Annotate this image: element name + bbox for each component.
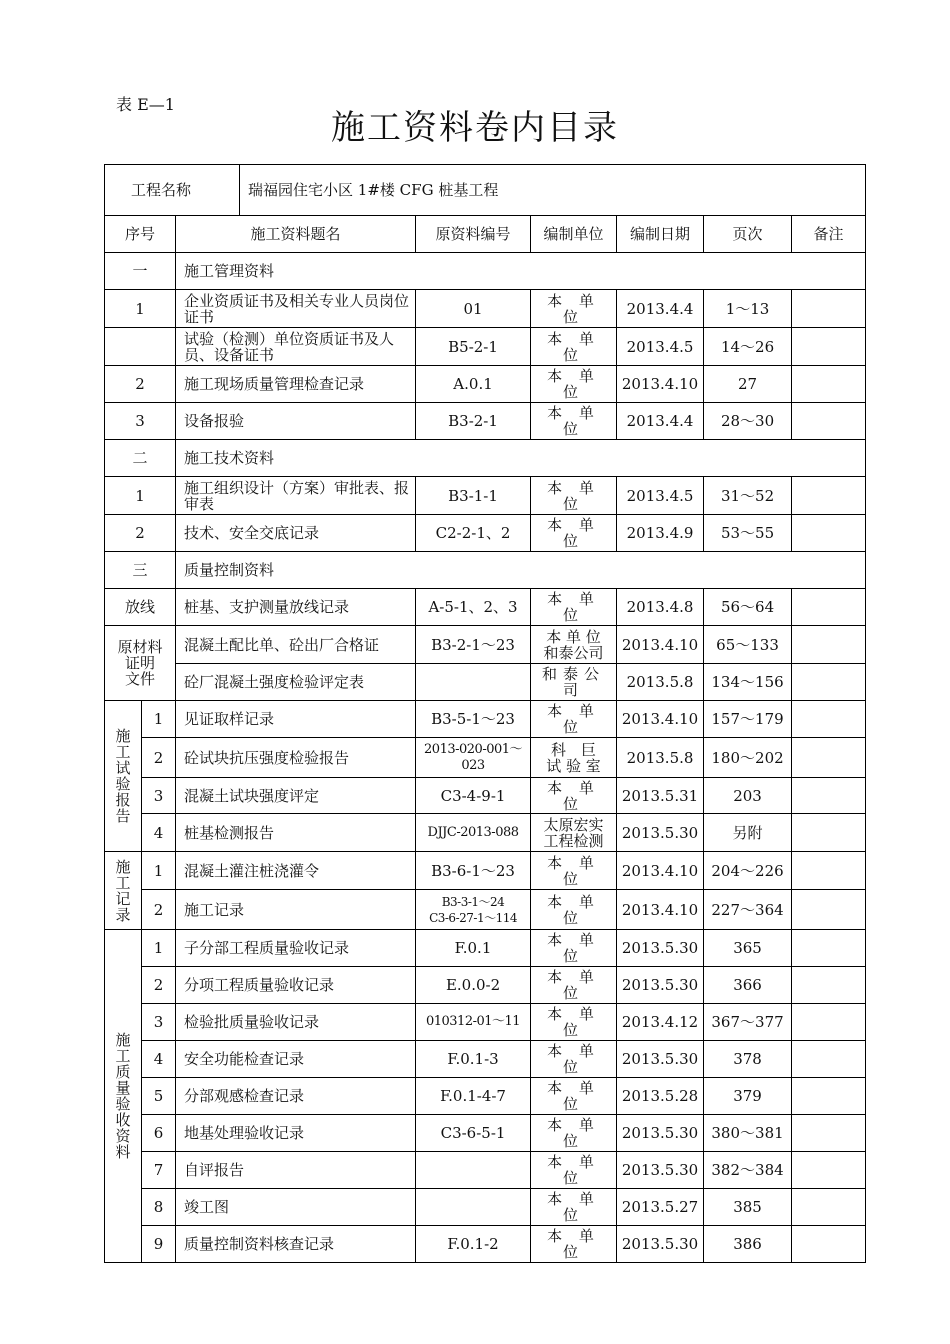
row-code: C3-6-5-1 bbox=[416, 1115, 531, 1152]
technical-rows bbox=[105, 477, 866, 552]
row-code: B3-2-1～23 bbox=[416, 626, 531, 664]
row-unit: 本 单 位 bbox=[531, 1078, 617, 1115]
row-note bbox=[792, 1226, 866, 1263]
row-number: 2 bbox=[105, 366, 176, 403]
row-title: 混凝土试块强度评定 bbox=[176, 778, 416, 814]
table-row bbox=[105, 778, 866, 814]
row-pages: 204～226 bbox=[704, 852, 792, 890]
row-note bbox=[792, 366, 866, 403]
table-row bbox=[105, 1189, 866, 1226]
row-note bbox=[792, 1115, 866, 1152]
row-note bbox=[792, 778, 866, 814]
row-note bbox=[792, 328, 866, 366]
section-name: 质量控制资料 bbox=[176, 552, 866, 589]
row-title: 地基处理验收记录 bbox=[176, 1115, 416, 1152]
section-row bbox=[105, 440, 866, 477]
document-title: 施工资料卷内目录 bbox=[331, 108, 619, 148]
row-pages: 另附 bbox=[704, 814, 792, 852]
row-code: A.0.1 bbox=[416, 366, 531, 403]
row-title: 施工现场质量管理检查记录 bbox=[176, 366, 416, 403]
row-note bbox=[792, 930, 866, 967]
table-row bbox=[105, 290, 866, 328]
row-unit: 本 单 位 bbox=[531, 515, 617, 552]
row-pages: 28～30 bbox=[704, 403, 792, 440]
table-row bbox=[105, 1078, 866, 1115]
table-row bbox=[105, 1004, 866, 1041]
project-label: 工程名称 bbox=[105, 165, 240, 216]
row-unit: 本 单 位 bbox=[531, 1004, 617, 1041]
table-row bbox=[105, 515, 866, 552]
row-unit: 本 单 位 bbox=[531, 701, 617, 738]
row-pages: 365 bbox=[704, 930, 792, 967]
row-number: 1 bbox=[142, 930, 176, 967]
row-unit: 本 单 位 bbox=[531, 1189, 617, 1226]
row-number: 1 bbox=[142, 852, 176, 890]
row-code: F.0.1-2 bbox=[416, 1226, 531, 1263]
row-date: 2013.5.31 bbox=[617, 778, 704, 814]
header-pages: 页次 bbox=[704, 216, 792, 253]
row-date: 2013.5.28 bbox=[617, 1078, 704, 1115]
row-number: 4 bbox=[142, 1041, 176, 1078]
row-date: 2013.4.10 bbox=[617, 626, 704, 664]
row-pages: 366 bbox=[704, 967, 792, 1004]
row-unit: 本 单 位 bbox=[531, 852, 617, 890]
header-note: 备注 bbox=[792, 216, 866, 253]
row-unit: 本 单 位 bbox=[531, 477, 617, 515]
table-row bbox=[105, 852, 866, 890]
row-note bbox=[792, 1152, 866, 1189]
row-date: 2013.4.5 bbox=[617, 328, 704, 366]
table-row bbox=[105, 589, 866, 626]
row-note bbox=[792, 967, 866, 1004]
row-unit: 本 单 位 bbox=[531, 1041, 617, 1078]
project-name: 瑞福园住宅小区 1#楼 CFG 桩基工程 bbox=[240, 165, 866, 216]
row-unit: 本 单 位 bbox=[531, 290, 617, 328]
row-number: 3 bbox=[105, 403, 176, 440]
header-no: 序号 bbox=[105, 216, 176, 253]
header-row bbox=[105, 216, 866, 253]
table-row bbox=[105, 1152, 866, 1189]
section-row bbox=[105, 552, 866, 589]
row-pages: 180～202 bbox=[704, 738, 792, 778]
row-title: 质量控制资料核查记录 bbox=[176, 1226, 416, 1263]
group-label: 原材料 证明 文件 bbox=[105, 626, 176, 701]
row-title: 施工组织设计（方案）审批表、报审表 bbox=[176, 477, 416, 515]
table-row bbox=[105, 477, 866, 515]
row-number: 2 bbox=[105, 515, 176, 552]
row-number: 9 bbox=[142, 1226, 176, 1263]
row-unit: 科 巨 试 验 室 bbox=[531, 738, 617, 778]
row-date: 2013.4.10 bbox=[617, 366, 704, 403]
row-title: 混凝土灌注桩浇灌令 bbox=[176, 852, 416, 890]
row-code: 010312-01～11 bbox=[416, 1004, 531, 1041]
row-unit: 本 单 位 bbox=[531, 778, 617, 814]
group-label: 施 工 记 录 bbox=[105, 852, 142, 930]
row-date: 2013.5.8 bbox=[617, 738, 704, 778]
row-number: 7 bbox=[142, 1152, 176, 1189]
table-row bbox=[105, 403, 866, 440]
row-note bbox=[792, 403, 866, 440]
row-note bbox=[792, 890, 866, 930]
row-code: F.0.1-4-7 bbox=[416, 1078, 531, 1115]
section-number: 二 bbox=[105, 440, 176, 477]
section-name: 施工管理资料 bbox=[176, 253, 866, 290]
row-code: F.0.1 bbox=[416, 930, 531, 967]
table-row bbox=[105, 626, 866, 664]
row-unit: 本 单 位 bbox=[531, 366, 617, 403]
row-code: F.0.1-3 bbox=[416, 1041, 531, 1078]
row-unit: 本 单 位 和泰公司 bbox=[531, 626, 617, 664]
row-note bbox=[792, 290, 866, 328]
row-date: 2013.5.8 bbox=[617, 664, 704, 701]
header-title: 施工资料题名 bbox=[176, 216, 416, 253]
row-title: 混凝土配比单、砼出厂合格证 bbox=[176, 626, 416, 664]
row-pages: 65～133 bbox=[704, 626, 792, 664]
row-title: 砼试块抗压强度检验报告 bbox=[176, 738, 416, 778]
row-date: 2013.5.30 bbox=[617, 1152, 704, 1189]
row-code bbox=[416, 1189, 531, 1226]
row-code: DJJC-2013-088 bbox=[416, 814, 531, 852]
row-code: B3-5-1～23 bbox=[416, 701, 531, 738]
row-note bbox=[792, 515, 866, 552]
row-date: 2013.4.5 bbox=[617, 477, 704, 515]
group-label: 施 工 试 验 报 告 bbox=[105, 701, 142, 852]
row-title: 试验（检测）单位资质证书及人员、设备证书 bbox=[176, 328, 416, 366]
row-date: 2013.5.30 bbox=[617, 967, 704, 1004]
row-note bbox=[792, 1041, 866, 1078]
row-code: C2-2-1、2 bbox=[416, 515, 531, 552]
table-row bbox=[105, 1041, 866, 1078]
row-date: 2013.4.9 bbox=[617, 515, 704, 552]
row-number: 2 bbox=[142, 890, 176, 930]
row-unit: 本 单 位 bbox=[531, 589, 617, 626]
row-unit: 本 单 位 bbox=[531, 1226, 617, 1263]
project-row bbox=[105, 165, 866, 216]
table-row bbox=[105, 738, 866, 778]
section-row bbox=[105, 253, 866, 290]
row-title: 检验批质量验收记录 bbox=[176, 1004, 416, 1041]
row-date: 2013.4.4 bbox=[617, 290, 704, 328]
row-unit: 本 单 位 bbox=[531, 967, 617, 1004]
table-row bbox=[105, 328, 866, 366]
row-number: 1 bbox=[105, 290, 176, 328]
row-note bbox=[792, 477, 866, 515]
row-date: 2013.4.8 bbox=[617, 589, 704, 626]
table-row bbox=[105, 366, 866, 403]
row-code bbox=[416, 664, 531, 701]
row-number: 8 bbox=[142, 1189, 176, 1226]
row-date: 2013.5.30 bbox=[617, 1115, 704, 1152]
row-pages: 53～55 bbox=[704, 515, 792, 552]
row-note bbox=[792, 1189, 866, 1226]
row-number: 3 bbox=[142, 778, 176, 814]
table-row bbox=[105, 930, 866, 967]
row-date: 2013.5.27 bbox=[617, 1189, 704, 1226]
row-code: B5-2-1 bbox=[416, 328, 531, 366]
row-number: 5 bbox=[142, 1078, 176, 1115]
row-note bbox=[792, 701, 866, 738]
row-pages: 14～26 bbox=[704, 328, 792, 366]
row-number: 2 bbox=[142, 738, 176, 778]
row-pages: 31～52 bbox=[704, 477, 792, 515]
table-row bbox=[105, 701, 866, 738]
form-code: 表 E—1 bbox=[116, 95, 175, 114]
group-label: 施 工 质 量 验 收 资 料 bbox=[105, 930, 142, 1263]
header-unit: 编制单位 bbox=[531, 216, 617, 253]
row-date: 2013.5.30 bbox=[617, 1226, 704, 1263]
table-row bbox=[105, 1115, 866, 1152]
row-number: 3 bbox=[142, 1004, 176, 1041]
row-note bbox=[792, 664, 866, 701]
row-pages: 227～364 bbox=[704, 890, 792, 930]
table-row bbox=[105, 664, 866, 701]
row-title: 技术、安全交底记录 bbox=[176, 515, 416, 552]
table-row bbox=[105, 890, 866, 930]
row-date: 2013.4.12 bbox=[617, 1004, 704, 1041]
row-pages: 367～377 bbox=[704, 1004, 792, 1041]
row-pages: 380～381 bbox=[704, 1115, 792, 1152]
row-pages: 1～13 bbox=[704, 290, 792, 328]
row-number: 1 bbox=[142, 701, 176, 738]
row-code: B3-2-1 bbox=[416, 403, 531, 440]
row-code: B3-6-1～23 bbox=[416, 852, 531, 890]
row-title: 砼厂混凝土强度检验评定表 bbox=[176, 664, 416, 701]
row-unit: 本 单 位 bbox=[531, 403, 617, 440]
row-note bbox=[792, 738, 866, 778]
row-unit: 本 单 位 bbox=[531, 930, 617, 967]
row-unit: 本 单 位 bbox=[531, 890, 617, 930]
row-unit: 本 单 位 bbox=[531, 328, 617, 366]
section-number: 三 bbox=[105, 552, 176, 589]
row-pages: 378 bbox=[704, 1041, 792, 1078]
row-number: 6 bbox=[142, 1115, 176, 1152]
row-note bbox=[792, 814, 866, 852]
section-number: 一 bbox=[105, 253, 176, 290]
table-row bbox=[105, 1226, 866, 1263]
row-unit: 和泰公司 bbox=[531, 664, 617, 701]
row-unit: 太原宏实 工程检测 bbox=[531, 814, 617, 852]
row-date: 2013.5.30 bbox=[617, 814, 704, 852]
row-title: 桩基、支护测量放线记录 bbox=[176, 589, 416, 626]
section-name: 施工技术资料 bbox=[176, 440, 866, 477]
row-title: 竣工图 bbox=[176, 1189, 416, 1226]
row-date: 2013.4.10 bbox=[617, 701, 704, 738]
row-unit: 本 单 位 bbox=[531, 1115, 617, 1152]
row-date: 2013.5.30 bbox=[617, 930, 704, 967]
row-pages: 382～384 bbox=[704, 1152, 792, 1189]
row-title: 子分部工程质量验收记录 bbox=[176, 930, 416, 967]
row-number: 4 bbox=[142, 814, 176, 852]
row-code bbox=[416, 1152, 531, 1189]
row-pages: 157～179 bbox=[704, 701, 792, 738]
row-pages: 134～156 bbox=[704, 664, 792, 701]
row-code: A-5-1、2、3 bbox=[416, 589, 531, 626]
row-title: 施工记录 bbox=[176, 890, 416, 930]
catalog-table bbox=[104, 164, 866, 1263]
row-title: 分部观感检查记录 bbox=[176, 1078, 416, 1115]
row-number bbox=[105, 328, 176, 366]
row-unit: 本 单 位 bbox=[531, 1152, 617, 1189]
group-label: 放线 bbox=[105, 589, 176, 626]
row-pages: 379 bbox=[704, 1078, 792, 1115]
management-rows bbox=[105, 290, 866, 440]
table-row bbox=[105, 814, 866, 852]
row-note bbox=[792, 1004, 866, 1041]
row-date: 2013.4.4 bbox=[617, 403, 704, 440]
row-note bbox=[792, 589, 866, 626]
row-date: 2013.4.10 bbox=[617, 890, 704, 930]
row-code: C3-4-9-1 bbox=[416, 778, 531, 814]
row-title: 设备报验 bbox=[176, 403, 416, 440]
row-date: 2013.5.30 bbox=[617, 1041, 704, 1078]
row-title: 桩基检测报告 bbox=[176, 814, 416, 852]
row-pages: 56～64 bbox=[704, 589, 792, 626]
row-number: 2 bbox=[142, 967, 176, 1004]
table-row bbox=[105, 967, 866, 1004]
row-code: 01 bbox=[416, 290, 531, 328]
row-date: 2013.4.10 bbox=[617, 852, 704, 890]
row-note bbox=[792, 852, 866, 890]
row-number: 1 bbox=[105, 477, 176, 515]
row-pages: 27 bbox=[704, 366, 792, 403]
row-title: 企业资质证书及相关专业人员岗位证书 bbox=[176, 290, 416, 328]
header-date: 编制日期 bbox=[617, 216, 704, 253]
header-code: 原资料编号 bbox=[416, 216, 531, 253]
row-code: 2013-020-001～023 bbox=[416, 738, 531, 778]
row-title: 分项工程质量验收记录 bbox=[176, 967, 416, 1004]
row-pages: 385 bbox=[704, 1189, 792, 1226]
row-pages: 203 bbox=[704, 778, 792, 814]
row-note bbox=[792, 626, 866, 664]
row-code: B3-3-1～24 C3-6-27-1～114 bbox=[416, 890, 531, 930]
row-note bbox=[792, 1078, 866, 1115]
row-title: 安全功能检查记录 bbox=[176, 1041, 416, 1078]
row-pages: 386 bbox=[704, 1226, 792, 1263]
row-title: 见证取样记录 bbox=[176, 701, 416, 738]
row-code: E.0.0-2 bbox=[416, 967, 531, 1004]
row-code: B3-1-1 bbox=[416, 477, 531, 515]
row-title: 自评报告 bbox=[176, 1152, 416, 1189]
